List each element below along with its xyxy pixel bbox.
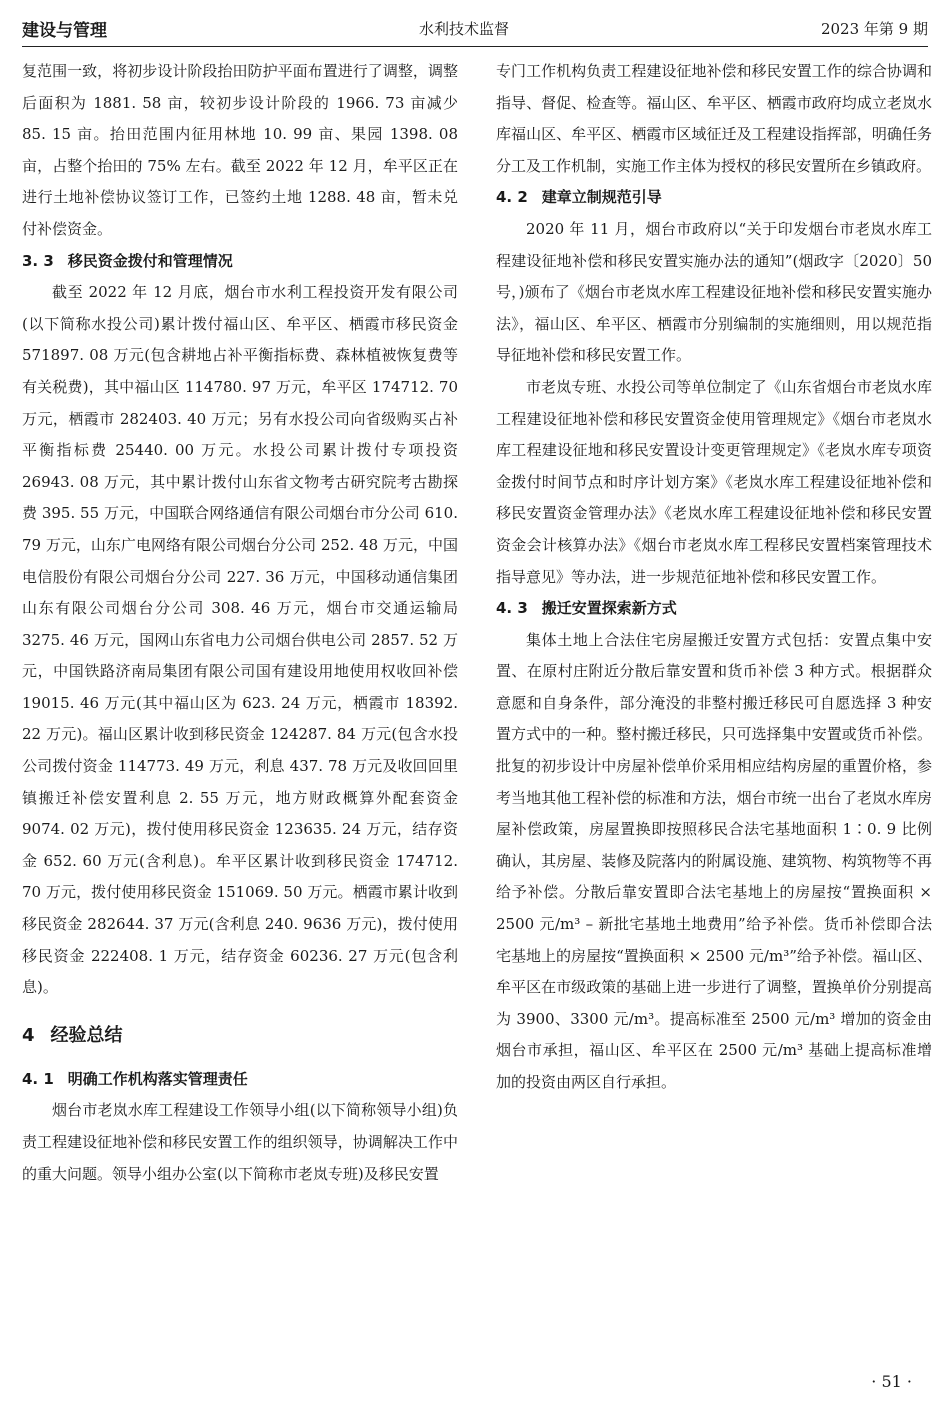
left-column	[22, 56, 458, 1190]
section-title: 明确工作机构落实管理责任	[67, 1069, 248, 1088]
section-number: 3. 3	[22, 251, 54, 270]
paragraph: 专门工作机构负责工程建设征地补偿和移民安置工作的综合协调和指导、督促、检查等。福山区、牟平区、栖霞市政府均成立老岚水库福山区、牟平区、栖霞市区域征迁及工程建设指挥部，明确任务分工及工作机制，实施工作主体为授权的移民安置所在乡镇政府。	[496, 62, 932, 175]
section-heading-4-1	[22, 1064, 458, 1096]
paragraph: 2020 年 11 月，烟台市政府以“关于印发烟台市老岚水库工程建设征地补偿和移民安置实施办法的通知”(烟政字〔2020〕50 号，)颁布了《烟台市老岚水库工程建设征地补偿和移民安置实施办法》，福山区、牟平区、栖霞市分别编制的实施细则，用以规范指导征地补偿和移民安置工作。	[496, 219, 932, 365]
running-header	[22, 10, 928, 47]
section-number: 4. 1	[22, 1069, 54, 1088]
paragraph: 烟台市老岚水库工程建设工作领导小组(以下简称领导小组)负责工程建设征地补偿和移民安置工作的组织领导，协调解决工作中的重大问题。领导小组办公室(以下简称市老岚专班)及移民安置	[22, 1101, 458, 1183]
section-number: 4. 3	[496, 599, 528, 618]
section-title: 搬迁安置探索新方式	[541, 599, 677, 618]
section-number: 4. 2	[496, 188, 528, 207]
header-section: 建设与管理	[22, 20, 107, 41]
section-title: 经验总结	[50, 1024, 123, 1046]
section-title: 建章立制规范引导	[541, 188, 662, 207]
paragraph: 市老岚专班、水投公司等单位制定了《山东省烟台市老岚水库工程建设征地补偿和移民安置资金使用管理规定》《烟台市老岚水库工程建设征地和移民安置设计变更管理规定》《老岚水库专项资金拨付时间节点和时序计划方案》《老岚水库工程建设征地补偿和移民安置资金管理办法》《老岚水库工程建设征地补偿和移民安置资金会计核算办法》《烟台市老岚水库工程移民安置档案管理技术指导意见》等办法，进一步规范征地补偿和移民安置工作。	[496, 377, 932, 586]
page-number: · 51 ·	[871, 1372, 912, 1391]
section-heading-4	[22, 1016, 458, 1056]
paragraph: 复范围一致，将初步设计阶段抬田防护平面布置进行了调整，调整后面积为 1881. 58 亩，较初步设计阶段的 1966. 73 亩减少 85. 15 亩。抬田范围内征用林地 10. 99 亩、果园 1398. 08 亩，占整个抬田的 75% 左右。截至 2022 年 12 月，牟平区正在进行土地补偿协议签订工作，已签约土地 1288. 48 亩，暂未兑付补偿资金。	[22, 62, 458, 238]
paragraph: 集体土地上合法住宅房屋搬迁安置方式包括：安置点集中安置、在原村庄附近分散后靠安置和货币补偿 3 种方式。根据群众意愿和自身条件，部分淹没的非整村搬迁移民可自愿选择 3 种安置方式中的一种。整村搬迁移民，只可选择集中安置或货币补偿。批复的初步设计中房屋补偿单价采用相应结构房屋的重置价格，参考当地其他工程补偿的标准和方法，烟台市统一出台了老岚水库房屋补偿政策，房屋置换即按照移民合法宅基地面积 1∶0. 9 比例确认，其房屋、装修及院落内的附属设施、建筑物、构筑物等不再给予补偿。分散后靠安置即合法宅基地上的房屋按“置换面积 × 2500 元/m³ – 新批宅基地土地费用”给予补偿。货币补偿即合法宅基地上的房屋按“置换面积 × 2500 元/m³”给予补偿。福山区、牟平区在市级政策的基础上进一步进行了调整，置换单价分别提高为 3900、3300 元/m³。提高标准至 2500 元/m³ 增加的资金由烟台市承担，福山区、牟平区在 2500 元/m³ 基础上提高标准增加的投资由两区自行承担。	[496, 630, 932, 1091]
section-number: 4	[22, 1024, 35, 1046]
section-heading-4-2	[496, 182, 932, 214]
header-journal: 水利技术监督	[418, 19, 509, 38]
section-heading-4-3	[496, 593, 932, 625]
section-heading-3-3	[22, 246, 458, 278]
header-issue: 2023 年第 9 期	[820, 19, 928, 38]
section-title: 移民资金拨付和管理情况	[67, 251, 233, 270]
paragraph: 截至 2022 年 12 月底，烟台市水利工程投资开发有限公司(以下简称水投公司)累计拨付福山区、牟平区、栖霞市移民资金 571897. 08 万元(包含耕地占补平衡指标费、森林植被恢复费等有关税费)，其中福山区 114780. 97 万元，牟平区 174712. 70 万元，栖霞市 282403. 40 万元；另有水投公司向省级购买占补平衡指标费 25440. 00 万元。水投公司累计拨付专项投资 26943. 08 万元，其中累计拨付山东省文物考古研究院考古勘探费 395. 55 万元，中国联合网络通信有限公司烟台市分公司 610. 79 万元，山东广电网络有限公司烟台分公司 252. 48 万元，中国电信股份有限公司烟台分公司 227. 36 万元，中国移动通信集团山东有限公司烟台分公司 308. 46 万元，烟台市交通运输局 3275. 46 万元，国网山东省电力公司烟台供电公司 2857. 52 万元，中国铁路济南局集团有限公司国有建设用地使用权收回补偿 19015. 46 万元(其中福山区为 623. 24 万元，栖霞市 18392. 22 万元)。福山区累计收到移民资金 124287. 84 万元(包含水投公司拨付资金 114773. 49 万元，利息 437. 78 万元及收回回里镇搬迁补偿安置利息 2. 55 万元，地方财政概算外配套资金 9074. 02 万元)，拨付使用移民资金 123635. 24 万元，结存资金 652. 60 万元(含利息)。牟平区累计收到移民资金 174712. 70 万元，拨付使用移民资金 151069. 50 万元。栖霞市累计收到移民资金 282644. 37 万元(含利息 240. 9636 万元)，拨付使用移民资金 222408. 1 万元，结存资金 60236. 27 万元(包含利息)。	[22, 283, 458, 997]
right-column	[496, 56, 932, 1099]
